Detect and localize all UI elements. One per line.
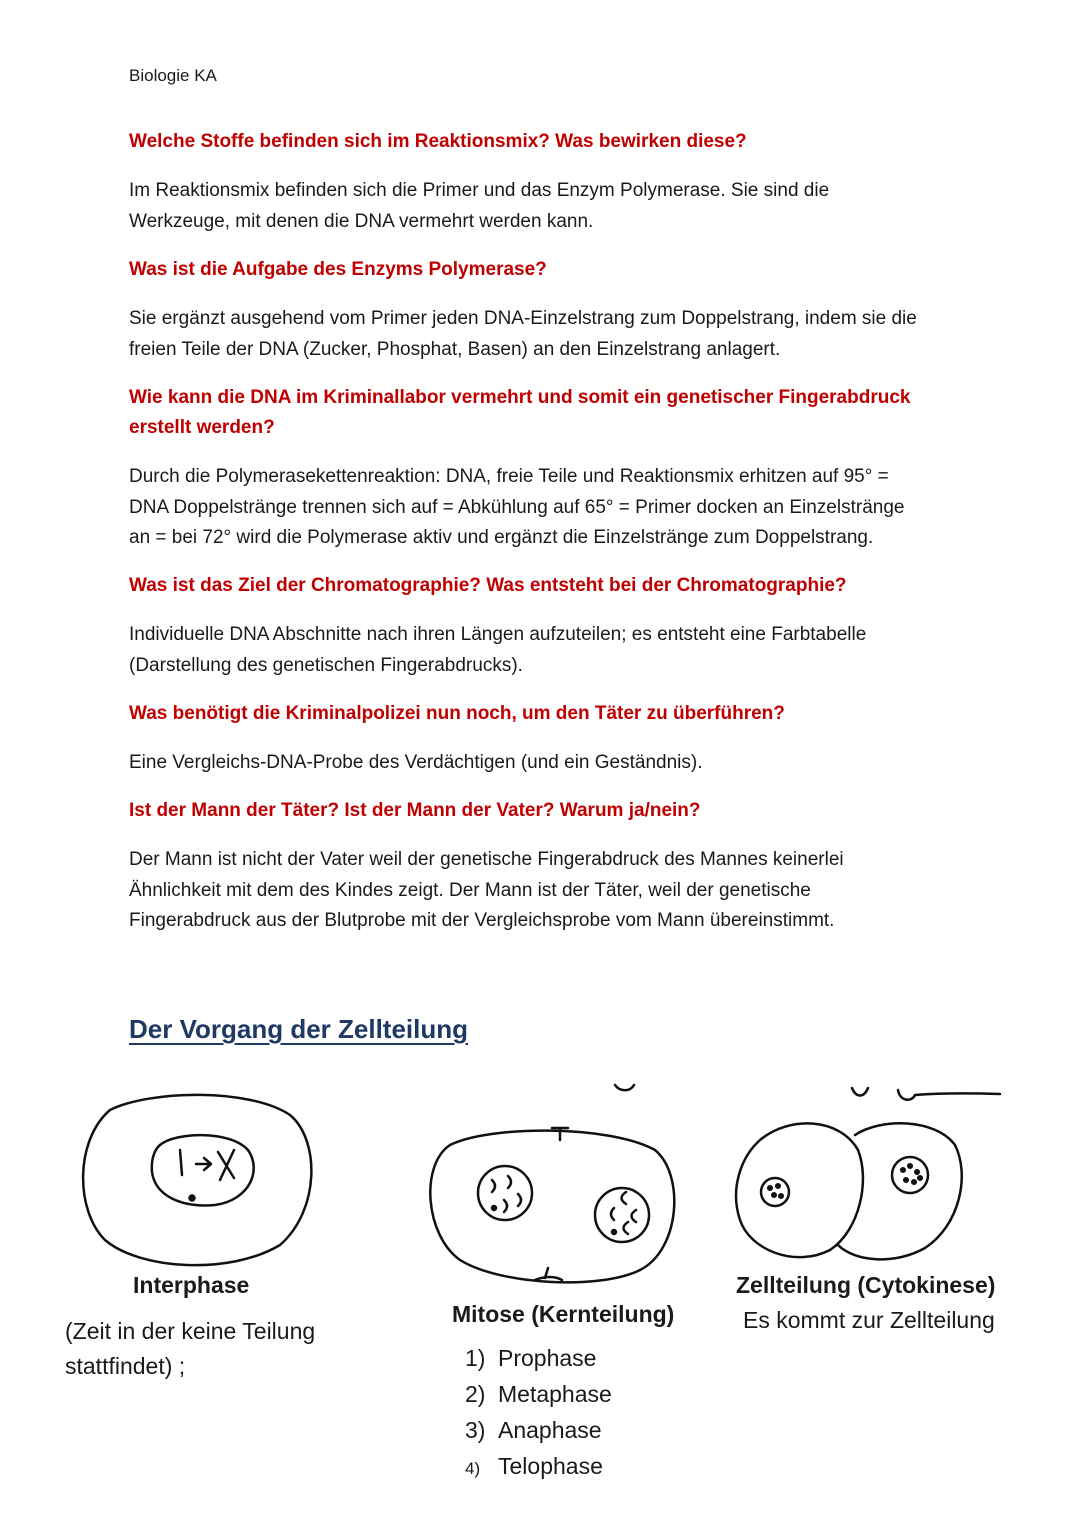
interphase-title: Interphase: [133, 1272, 250, 1298]
document-header: Biologie KA: [129, 66, 217, 85]
zellteilung-description: Es kommt zur Zellteilung: [743, 1307, 995, 1333]
answer-line: Im Reaktionsmix befinden sich die Primer und das Enzym Polymerase. Sie sind die: [129, 180, 830, 201]
qa-block-6: [129, 796, 959, 937]
answer-line: Der Mann ist nicht der Vater weil der genetische Fingerabdruck des Mannes keinerlei: [129, 849, 844, 870]
answer-line: Eine Vergleichs-DNA-Probe des Verdächtigen (und ein Geständnis).: [129, 752, 703, 773]
list-item: 3) Anaphase: [465, 1417, 602, 1443]
list-item: 4) Telophase: [465, 1453, 603, 1479]
answer-line: Durch die Polymerasekettenreaktion: DNA, freie Teile und Reaktionsmix erhitzen auf 95° =: [129, 466, 889, 487]
section-title: Der Vorgang der Zellteilung: [129, 1014, 469, 1044]
mitose-phase-list: [465, 1340, 612, 1487]
cell-division-drawing: [0, 1070, 1080, 1300]
question: Wie kann die DNA im Kriminallabor vermehrt und somit ein genetischer Fingerabdruck: [129, 387, 911, 408]
answer-line: freien Teile der DNA (Zucker, Phosphat, Basen) an den Einzelstrang anlagert.: [129, 338, 781, 360]
interphase-desc-line: stattfindet) ;: [65, 1353, 186, 1379]
list-item: 1) Prophase: [465, 1345, 597, 1371]
answer-line: Ähnlichkeit mit dem des Kindes zeigt. Der Mann ist der Täter, weil der genetische: [129, 879, 811, 901]
question: erstellt werden?: [129, 417, 275, 438]
answer-line: Fingerabdruck aus der Blutprobe mit der Vergleichsprobe vom Mann übereinstimmt.: [129, 910, 835, 931]
question: Welche Stoffe befinden sich im Reaktionsmix? Was bewirken diese?: [129, 131, 747, 152]
cytokinese-cell-sketch: [736, 1088, 1000, 1259]
list-item: 2) Metaphase: [465, 1381, 612, 1407]
interphase-desc-line: (Zeit in der keine Teilung: [65, 1318, 316, 1344]
answer-line: Sie ergänzt ausgehend vom Primer jeden DNA-Einzelstrang zum Doppelstrang, indem sie die: [129, 308, 917, 329]
answer-line: an = bei 72° wird die Polymerase aktiv und ergänzt die Einzelstränge zum Doppelstrang.: [129, 527, 874, 548]
question: Was ist die Aufgabe des Enzyms Polymerase?: [129, 259, 547, 280]
question: Was benötigt die Kriminalpolizei nun noch, um den Täter zu überführen?: [129, 703, 785, 724]
answer-line: DNA Doppelstränge trennen sich auf = Abkühlung auf 65° = Primer docken an Einzelstränge: [129, 496, 905, 518]
interphase-cell-sketch: [83, 1095, 311, 1265]
qa-block-1: [129, 127, 959, 237]
mitose-cell-sketch: [430, 1085, 674, 1282]
question: Ist der Mann der Täter? Ist der Mann der Vater? Warum ja/nein?: [129, 800, 701, 821]
question: Was ist das Ziel der Chromatographie? Was entsteht bei der Chromatographie?: [129, 575, 847, 596]
interphase-description: [65, 1314, 315, 1384]
answer-line: Individuelle DNA Abschnitte nach ihren Längen aufzuteilen; es entsteht eine Farbtabelle: [129, 624, 867, 645]
zellteilung-title: Zellteilung (Cytokinese): [736, 1272, 996, 1298]
qa-block-5: [129, 699, 959, 779]
answer-line: (Darstellung des genetischen Fingerabdrucks).: [129, 654, 523, 676]
answer-line: Werkzeuge, mit denen die DNA vermehrt werden kann.: [129, 210, 594, 232]
qa-block-3: [129, 383, 959, 554]
qa-block-2: [129, 255, 959, 365]
mitose-title: Mitose (Kernteilung): [452, 1301, 675, 1327]
qa-block-4: [129, 571, 959, 681]
